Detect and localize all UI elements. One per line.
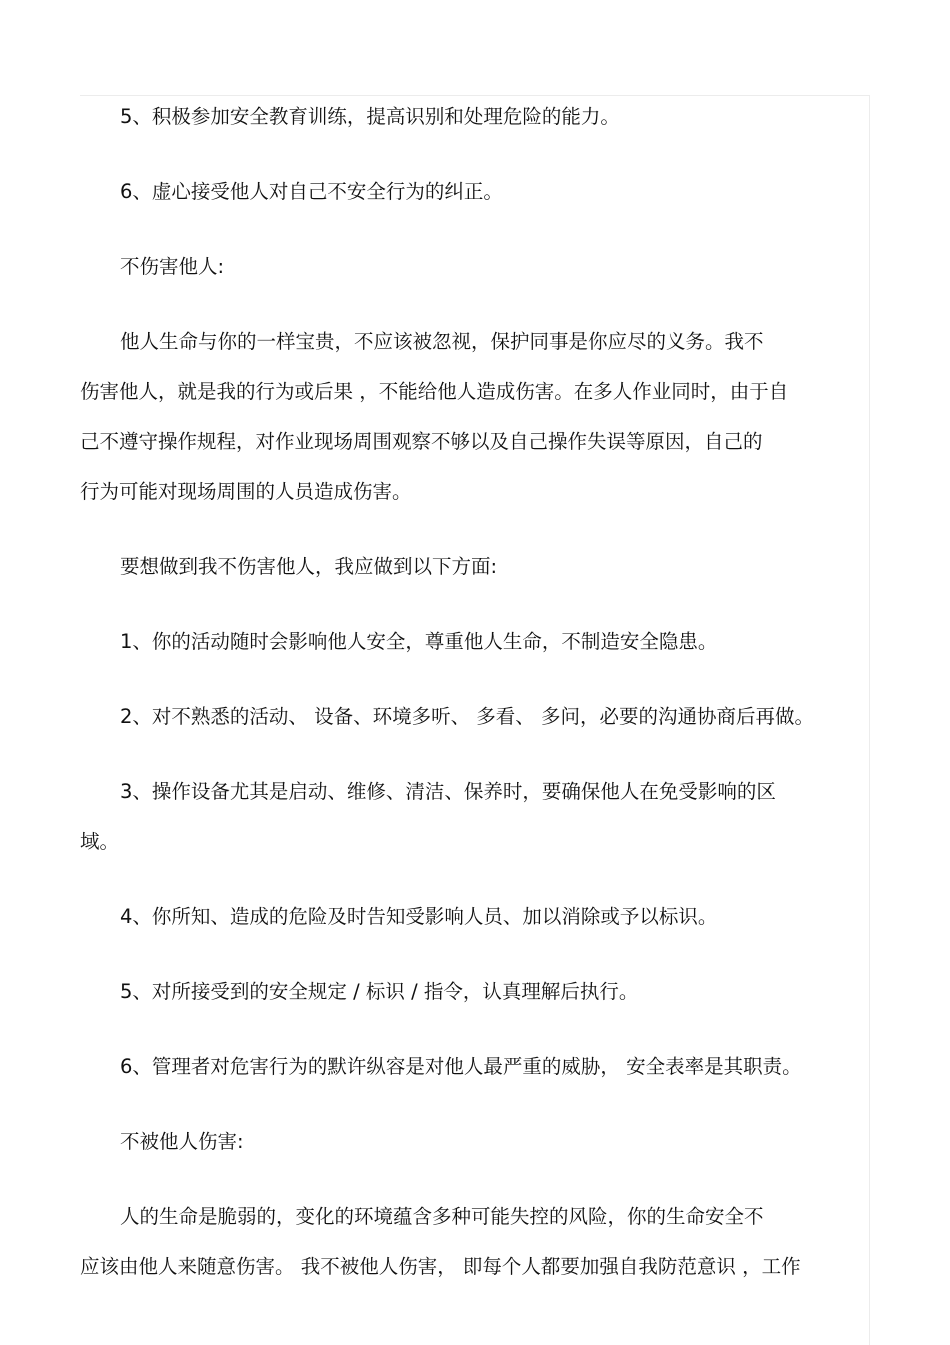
paragraph-line: 要想做到我不伤害他人，我应做到以下方面: — [120, 555, 498, 578]
list-item-5-self: 5、积极参加安全教育训练，提高识别和处理危险的能力。 — [120, 105, 620, 128]
document-page — [80, 95, 870, 1345]
paragraph-line: 行为可能对现场周围的人员造成伤害。 — [80, 480, 412, 503]
list-item-6: 6、管理者对危害行为的默许纵容是对他人最严重的威胁， 安全表率是其职责。 — [120, 1055, 802, 1078]
list-item-6-self: 6、虚心接受他人对自己不安全行为的纠正。 — [120, 180, 503, 203]
list-item-3: 3、操作设备尤其是启动、维修、清洁、保养时，要确保他人在免受影响的区 — [120, 780, 776, 803]
paragraph-line: 伤害他人，就是我的行为或后果 ，不能给他人造成伤害。在多人作业同时，由于自 — [80, 380, 789, 403]
section-heading-not-harm-others: 不伤害他人: — [120, 255, 225, 278]
paragraph-line: 应该由他人来随意伤害。 我不被他人伤害， 即每个人都要加强自我防范意识 ，工作 — [80, 1255, 801, 1278]
paragraph-line: 他人生命与你的一样宝贵，不应该被忽视，保护同事是你应尽的义务。我不 — [120, 330, 764, 353]
list-item-2: 2、对不熟悉的活动、 设备、环境多听、 多看、 多问，必要的沟通协商后再做。 — [120, 705, 815, 728]
list-item-4: 4、你所知、造成的危险及时告知受影响人员、加以消除或予以标识。 — [120, 905, 718, 928]
list-item-5: 5、对所接受到的安全规定 / 标识 / 指令，认真理解后执行。 — [120, 980, 639, 1003]
paragraph-line: 己不遵守操作规程，对作业现场周围观察不够以及自己操作失误等原因，自己的 — [80, 430, 763, 453]
list-item-1: 1、你的活动随时会影响他人安全，尊重他人生命，不制造安全隐患。 — [120, 630, 718, 653]
section-heading-not-harmed: 不被他人伤害: — [120, 1130, 244, 1153]
paragraph-line: 人的生命是脆弱的，变化的环境蕴含多种可能失控的风险，你的生命安全不 — [120, 1205, 764, 1228]
list-item-3-cont: 域。 — [80, 830, 120, 853]
